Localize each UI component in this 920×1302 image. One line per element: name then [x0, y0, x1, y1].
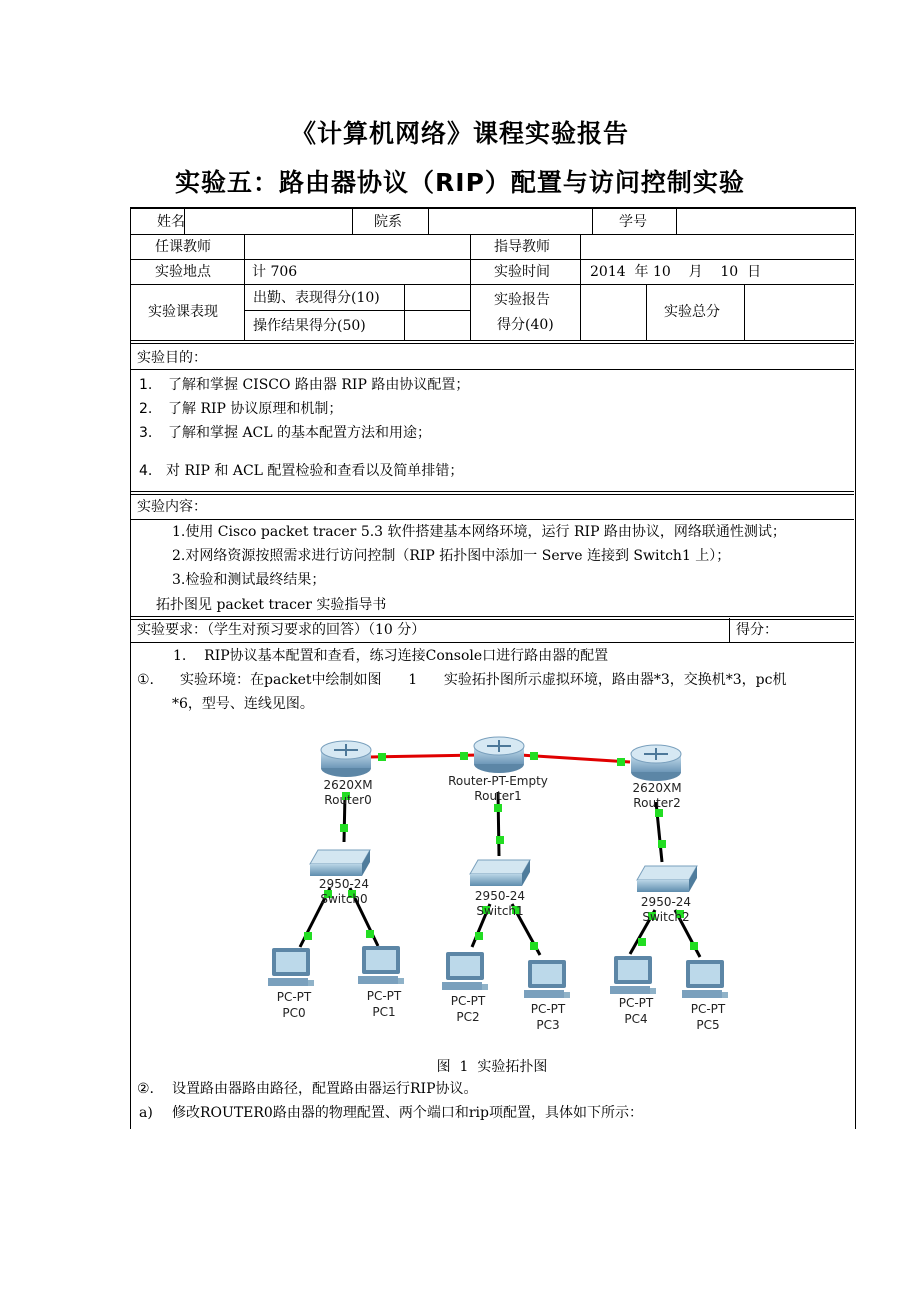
switch-name-label: Switch0 — [320, 892, 368, 906]
figure-caption: 图 1 实验拓扑图 — [436, 1059, 548, 1075]
content-item: 3.检验和测试最终结果； — [172, 572, 326, 588]
switch-model-label: 2950-24 — [474, 889, 526, 903]
pc-icon[interactable] — [682, 960, 728, 998]
router-icon[interactable] — [631, 745, 681, 781]
report-score-label-2: 得分(40) — [497, 317, 554, 333]
step-2: 设置路由器路由路径，配置路由器运行RIP协议。 — [172, 1081, 478, 1097]
attendance-score-label: 出勤、表现得分(10) — [253, 290, 380, 306]
router-icon[interactable] — [474, 737, 524, 773]
pc-name-label: PC2 — [456, 1010, 480, 1024]
pc-icon[interactable] — [268, 948, 314, 986]
pc-name-label: PC0 — [282, 1006, 306, 1020]
switch-icon[interactable] — [470, 860, 530, 886]
advisor-label: 指导教师 — [494, 239, 550, 255]
purpose-heading: 实验目的： — [137, 350, 207, 366]
step-1: 1. RIP协议基本配置和查看，练习连接Console口进行路由器的配置 — [173, 648, 609, 664]
performance-label: 实验课表现 — [148, 304, 218, 320]
router-model-label: 2620XM — [632, 781, 682, 795]
purpose-num: 3. — [139, 425, 153, 441]
requirements-heading: 实验要求：（学生对预习要求的回答）（10 分） — [137, 622, 426, 638]
pc-model-label: PC-PT — [450, 994, 486, 1008]
switch-model-label: 2950-24 — [640, 895, 692, 909]
router-model-label: 2620XM — [323, 778, 373, 792]
student-id-label: 学号 — [619, 214, 647, 230]
switch-model-label: 2950-24 — [318, 877, 370, 891]
report-title: 《计算机网络》课程实验报告 — [290, 119, 629, 148]
pc-icon[interactable] — [524, 960, 570, 998]
step-a-marker: a) — [139, 1105, 153, 1121]
pc-icon[interactable] — [610, 956, 656, 994]
content-heading: 实验内容： — [137, 499, 207, 515]
topology-note: 拓扑图见 packet tracer 实验指导书 — [156, 597, 387, 613]
experiment-title: 实验五：路由器协议（RIP）配置与访问控制实验 — [175, 168, 745, 197]
purpose-num: 4. — [139, 463, 153, 479]
router-name-label: Router0 — [324, 793, 372, 807]
env-line-2: *6，型号、连线见图。 — [172, 696, 314, 712]
router-name-label: Router2 — [633, 796, 681, 810]
pc-model-label: PC-PT — [530, 1002, 566, 1016]
router-model-label: Router-PT-Empty — [448, 774, 548, 788]
content-item: 1.使用 Cisco packet tracer 5.3 软件搭建基本网络环境，运行 RIP 路由协议，网络联通性测试； — [172, 524, 786, 540]
content-item: 2.对网络资源按照需求进行访问控制（RIP 拓扑图中添加一 Serve 连接到 Switch1 上）； — [172, 548, 731, 564]
purpose-item: 了解 RIP 协议原理和机制； — [168, 401, 343, 417]
pc-name-label: PC1 — [372, 1005, 396, 1019]
total-score-label: 实验总分 — [664, 304, 720, 320]
purpose-num: 2. — [139, 401, 153, 417]
pc-name-label: PC5 — [696, 1018, 720, 1032]
pc-icon[interactable] — [442, 952, 488, 990]
router-name-label: Router1 — [474, 789, 522, 803]
report-score-label: 实验报告 — [494, 292, 550, 308]
pc-name-label: PC4 — [624, 1012, 648, 1026]
switch-icon[interactable] — [310, 850, 370, 876]
router-icon[interactable] — [321, 741, 371, 777]
name-label: 姓名 — [157, 214, 185, 230]
pc-icon[interactable] — [358, 946, 404, 984]
location-label: 实验地点 — [155, 264, 211, 280]
env-marker: ①. — [137, 672, 155, 688]
pc-model-label: PC-PT — [618, 996, 654, 1010]
purpose-num: 1. — [139, 377, 153, 393]
time-label: 实验时间 — [494, 264, 550, 280]
pc-model-label: PC-PT — [276, 990, 312, 1004]
switch-icon[interactable] — [637, 866, 697, 892]
score-label: 得分： — [736, 622, 778, 638]
pc-name-label: PC3 — [536, 1018, 560, 1032]
switch-name-label: Switch2 — [642, 910, 690, 924]
location-value: 计 706 — [252, 264, 298, 280]
purpose-item: 对 RIP 和 ACL 配置检验和查看以及简单排错； — [166, 463, 464, 479]
time-value: 2014 年 10 月 10 日 — [590, 264, 762, 280]
teacher-label: 任课教师 — [155, 239, 211, 255]
topology-diagram — [250, 722, 750, 1042]
dept-label: 院系 — [374, 214, 402, 230]
switch-name-label: Switch1 — [476, 904, 524, 918]
pc-model-label: PC-PT — [690, 1002, 726, 1016]
step-2-marker: ②. — [137, 1081, 155, 1097]
pc-model-label: PC-PT — [366, 989, 402, 1003]
env-line-1: 实验环境：在packet中绘制如图 1 实验拓扑图所示虚拟环境，路由器*3，交换机*3，pc机 — [180, 672, 787, 688]
operation-score-label: 操作结果得分(50) — [253, 318, 366, 334]
step-a: 修改ROUTER0路由器的物理配置、两个端口和rip项配置，具体如下所示： — [172, 1105, 643, 1121]
purpose-item: 了解和掌握 CISCO 路由器 RIP 路由协议配置； — [168, 377, 470, 393]
purpose-item: 了解和掌握 ACL 的基本配置方法和用途； — [168, 425, 432, 441]
